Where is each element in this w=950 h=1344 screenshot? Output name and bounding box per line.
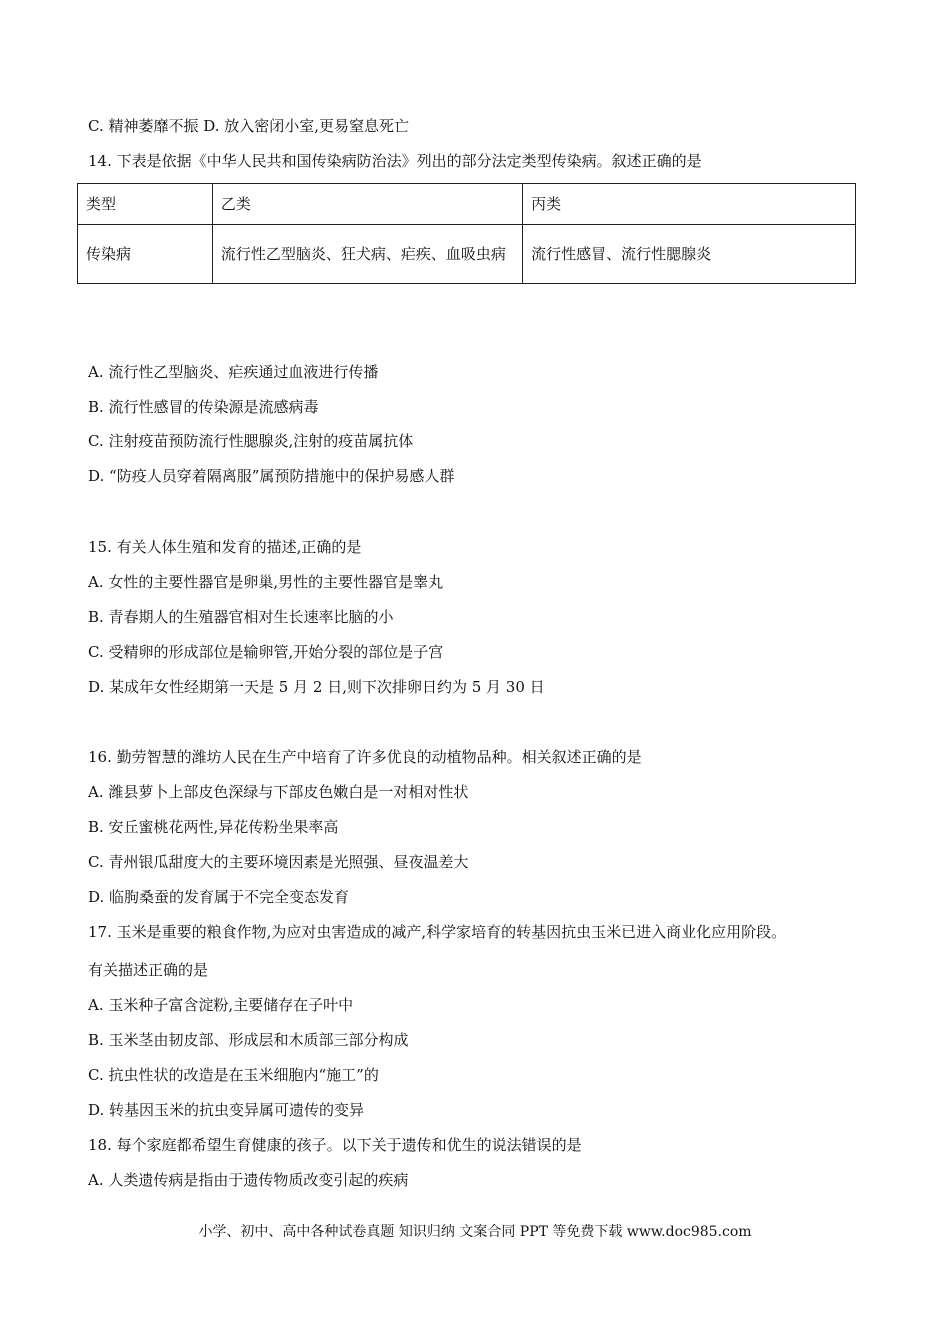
q14-option-c: C. 注射疫苗预防流行性腮腺炎,注射的疫苗属抗体	[88, 432, 414, 450]
q16-option-d: D. 临朐桑蚕的发育属于不完全变态发育	[88, 888, 350, 906]
q17-stem-continued: 有关描述正确的是	[88, 961, 209, 979]
q16-option-a: A. 潍县萝卜上部皮色深绿与下部皮色嫩白是一对相对性状	[88, 783, 469, 801]
q15-option-c: C. 受精卵的形成部位是输卵管,开始分裂的部位是子宫	[88, 643, 444, 661]
footer-text: 小学、初中、高中各种试卷真题 知识归纳 文案合同 PPT 等免费下载 www.doc985.com	[198, 1224, 752, 1240]
q17-stem: 17. 玉米是重要的粮食作物,为应对虫害造成的减产,科学家培育的转基因抗虫玉米已进入商业化应用阶段。	[88, 923, 787, 941]
table-row	[78, 225, 856, 284]
q16-option-c: C. 青州银瓜甜度大的主要环境因素是光照强、昼夜温差大	[88, 853, 469, 871]
q17-option-b: B. 玉米茎由韧皮部、形成层和木质部三部分构成	[88, 1031, 409, 1049]
q14-stem: 14. 下表是依据《中华人民共和国传染病防治法》列出的部分法定类型传染病。叙述正确的是	[88, 152, 702, 170]
q14-option-b: B. 流行性感冒的传染源是流感病毒	[88, 398, 319, 416]
q17-option-c: C. 抗虫性状的改造是在玉米细胞内“施工”的	[88, 1066, 379, 1084]
table-header-cell: 丙类	[523, 184, 856, 225]
q15-option-d: D. 某成年女性经期第一天是 5 月 2 日,则下次排卵日约为 5 月 30 日	[88, 678, 545, 696]
q15-stem: 15. 有关人体生殖和发育的描述,正确的是	[88, 538, 362, 556]
table-header-cell: 乙类	[212, 184, 522, 225]
table-cell: 流行性感冒、流行性腮腺炎	[523, 225, 856, 284]
q15-option-b: B. 青春期人的生殖器官相对生长速率比脑的小	[88, 608, 394, 626]
table-header-cell: 类型	[78, 184, 213, 225]
q16-option-b: B. 安丘蜜桃花两性,异花传粉坐果率高	[88, 818, 339, 836]
q13-options-cd: C. 精神萎靡不振 D. 放入密闭小室,更易窒息死亡	[88, 117, 410, 135]
q17-option-d: D. 转基因玉米的抗虫变异属可遗传的变异	[88, 1101, 365, 1119]
q17-option-a: A. 玉米种子富含淀粉,主要储存在子叶中	[88, 996, 354, 1014]
table-cell: 传染病	[78, 225, 213, 284]
q15-option-a: A. 女性的主要性器官是卵巢,男性的主要性器官是睾丸	[88, 573, 444, 591]
table-cell: 流行性乙型脑炎、狂犬病、疟疾、血吸虫病	[212, 225, 522, 284]
q18-stem: 18. 每个家庭都希望生育健康的孩子。以下关于遗传和优生的说法错误的是	[88, 1136, 582, 1154]
q14-option-d: D. “防疫人员穿着隔离服”属预防措施中的保护易感人群	[88, 467, 455, 485]
q18-option-a: A. 人类遗传病是指由于遗传物质改变引起的疾病	[88, 1171, 409, 1189]
disease-table	[77, 183, 856, 284]
table-header-row	[78, 184, 856, 225]
q16-stem: 16. 勤劳智慧的潍坊人民在生产中培育了许多优良的动植物品种。相关叙述正确的是	[88, 748, 642, 766]
q14-option-a: A. 流行性乙型脑炎、疟疾通过血液进行传播	[88, 363, 379, 381]
